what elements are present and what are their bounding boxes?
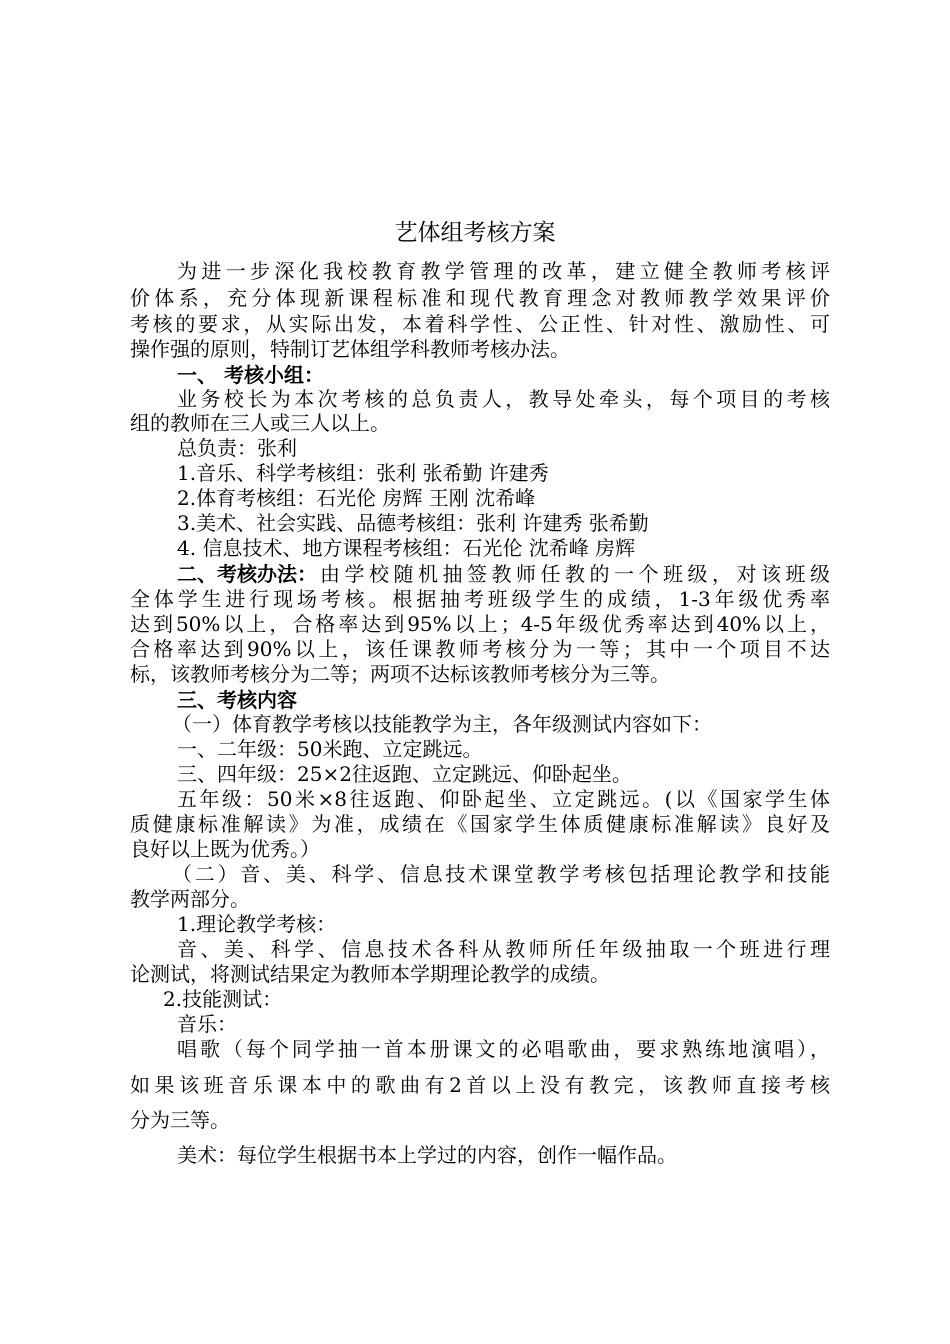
section-1-line-1: 业务校长为本次考核的总负责人，教导处牵头，每个项目的考核	[177, 387, 830, 411]
section-2-line-1: 由学校随机抽签教师任教的一个班级，对该班级	[320, 562, 830, 586]
pe-grade-3-4: 三、四年级：25×2往返跑、立定跳远、仰卧起坐。	[177, 762, 632, 786]
music-heading: 音乐：	[177, 1012, 237, 1036]
theory-heading: 1.理论教学考核：	[177, 912, 337, 936]
pe-grade-5-line-3: 良好以上既为优秀。）	[130, 837, 320, 861]
art-line: 美术：每位学生根据书本上学过的内容，创作一幅作品。	[177, 1143, 677, 1167]
theory-line-2: 论测试，将测试结果定为教师本学期理论教学的成绩。	[130, 962, 610, 986]
section-1-line-2: 组的教师在三人或三人以上。	[130, 411, 390, 435]
section-2-line-3: 达到50%以上，合格率达到95%以上；4-5年级优秀率达到40%以上，	[130, 612, 830, 636]
section-2-heading: 二、考核办法：	[177, 562, 317, 586]
pe-grade-5-line-1: 五年级：50米×8往返跑、仰卧起坐、立定跳远。(以《国家学生体	[177, 787, 830, 811]
music-line-2: 如果该班音乐课本中的歌曲有2首以上没有教完，该教师直接考核	[130, 1073, 830, 1097]
pe-grade-5-line-2: 质健康标准解读》为准，成绩在《国家学生体质健康标准解读》良好及	[130, 812, 830, 836]
document-title: 艺体组考核方案	[394, 220, 556, 246]
pe-grade-1-2: 一、二年级：50米跑、立定跳远。	[177, 737, 483, 761]
section-2-line-2: 全体学生进行现场考核。根据抽考班级学生的成绩，1-3年级优秀率	[130, 587, 830, 611]
intro-line-2: 价体系，充分体现新课程标准和现代教育理念对教师教学效果评价	[130, 286, 830, 310]
team-2: 2.体育考核组：石光伦 房辉 王刚 沈希峰	[177, 486, 536, 510]
team-3: 3.美术、社会实践、品德考核组：张利 许建秀 张希勤	[177, 511, 649, 535]
team-4: 4. 信息技术、地方课程考核组：石光伦 沈希峰 房辉	[177, 536, 636, 560]
skill-heading: 2.技能测试：	[163, 987, 283, 1011]
intro-line-4: 操作强的原则，特制订艺体组学科教师考核办法。	[130, 337, 570, 361]
music-line-1: 唱歌（每个同学抽一首本册课文的必唱歌曲，要求熟练地演唱），	[177, 1037, 830, 1061]
arts-intro-line-1: （二）音、美、科学、信息技术课堂教学考核包括理论教学和技能	[172, 862, 830, 886]
section-2-line-4: 合格率达到90%以上，该任课教师考核分为一等；其中一个项目不达	[130, 637, 830, 661]
intro-line-3: 考核的要求，从实际出发，本着科学性、公正性、针对性、激励性、可	[130, 312, 830, 336]
pe-intro: （一）体育教学考核以技能教学为主，各年级测试内容如下：	[172, 712, 712, 736]
section-1-heading: 一、 考核小组：	[177, 363, 324, 387]
section-2-line-5: 标，该教师考核分为二等；两项不达标该教师考核分为三等。	[130, 662, 670, 686]
intro-line-1: 为进一步深化我校教育教学管理的改革，建立健全教师考核评	[177, 259, 830, 283]
arts-intro-line-2: 教学两部分。	[130, 887, 250, 911]
team-1: 1.音乐、科学考核组：张利 张希勤 许建秀	[177, 461, 549, 485]
theory-line-1: 音、美、科学、信息技术各科从教师所任年级抽取一个班进行理	[177, 937, 830, 961]
team-leader: 总负责：张利	[177, 436, 297, 460]
section-3-heading: 三、考核内容	[177, 688, 297, 712]
music-line-3: 分为三等。	[130, 1108, 230, 1132]
